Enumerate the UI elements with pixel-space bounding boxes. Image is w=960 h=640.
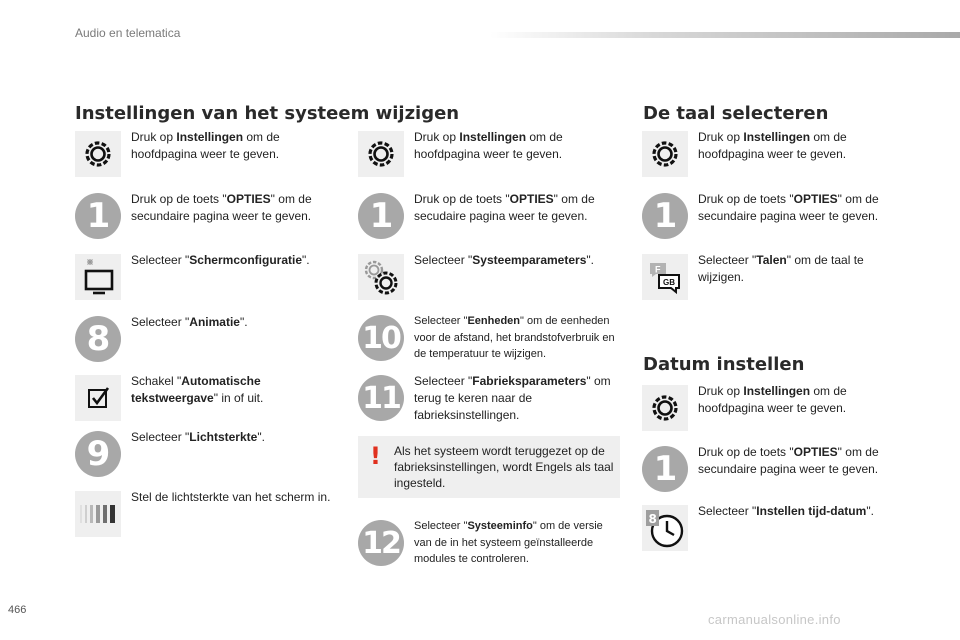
- section-title-datum: Datum instellen: [643, 354, 805, 375]
- step-text: Druk op de toets "OPTIES" om de secundaire pagina weer te geven.: [131, 192, 312, 223]
- warning-box: [358, 436, 620, 498]
- step-number-badge: 8: [75, 316, 121, 362]
- watermark: carmanualsonline.info: [708, 612, 841, 627]
- warning-icon: !: [370, 442, 381, 470]
- gear-icon: [358, 131, 404, 177]
- step-number-badge: 1: [75, 193, 121, 239]
- step-text: Druk op de toets "OPTIES" om de secundaire pagina weer te geven.: [698, 192, 879, 223]
- step-text: Druk op Instellingen om de hoofdpagina weer te geven.: [698, 130, 847, 161]
- checkbox-icon: [75, 375, 121, 421]
- step-number-badge: 1: [642, 446, 688, 492]
- step-text: Selecteer "Schermconfiguratie".: [131, 253, 310, 267]
- warning-text: Als het systeem wordt teruggezet op de fabrieksinstellingen, wordt Engels als taal ingesteld.: [394, 444, 614, 490]
- brightness-bars-icon: [75, 491, 121, 537]
- header-label: Audio en telematica: [75, 26, 181, 40]
- step-text: Selecteer "Systeeminfo" om de versie van de in het systeem geïnstalleerde modules te controleren.: [414, 520, 603, 565]
- step-number-badge: 10: [358, 315, 404, 361]
- step-text: Schakel "Automatische tekstweergave" in of uit.: [131, 374, 264, 405]
- language-icon-gb: GB: [663, 278, 675, 287]
- step-text: Selecteer "Talen" om de taal te wijzigen.: [698, 253, 864, 284]
- step-number-badge: 11: [358, 375, 404, 421]
- system-gears-icon: [358, 254, 404, 300]
- step-text: Selecteer "Fabrieksparameters" om terug te keren naar de fabrieksinstellingen.: [414, 374, 611, 422]
- language-icon: [642, 254, 688, 300]
- step-text: Druk op de toets "OPTIES" om de secundaire pagina weer te geven.: [698, 445, 879, 476]
- step-number-badge: 1: [358, 193, 404, 239]
- step-text: Selecteer "Animatie".: [131, 315, 248, 329]
- clock-icon-digit: 8: [648, 512, 657, 526]
- screen-config-icon: [75, 254, 121, 300]
- step-number-badge: 1: [642, 193, 688, 239]
- step-text: Druk op Instellingen om de hoofdpagina weer te geven.: [698, 384, 847, 415]
- header-bar: [490, 32, 960, 38]
- language-icon-f: F: [655, 264, 661, 275]
- step-text: Selecteer "Systeemparameters".: [414, 253, 594, 267]
- step-text: Druk op Instellingen om de hoofdpagina weer te geven.: [131, 130, 280, 161]
- step-text: Selecteer "Eenheden" om de eenheden voor de afstand, het brandstofverbruik en de temperatuur te wijzigen.: [414, 315, 615, 360]
- step-number-badge: 9: [75, 431, 121, 477]
- gear-icon: [75, 131, 121, 177]
- step-text: Stel de lichtsterkte van het scherm in.: [131, 490, 331, 504]
- step-text: Druk op de toets "OPTIES" om de secudaire pagina weer te geven.: [414, 192, 595, 223]
- section-title-taal: De taal selecteren: [643, 103, 829, 124]
- gear-icon: [642, 385, 688, 431]
- clock-icon: [642, 505, 688, 551]
- step-text: Selecteer "Lichtsterkte".: [131, 430, 265, 444]
- gear-icon: [642, 131, 688, 177]
- step-text: Selecteer "Instellen tijd-datum".: [698, 504, 874, 518]
- step-text: Druk op Instellingen om de hoofdpagina weer te geven.: [414, 130, 563, 161]
- step-number-badge: 12: [358, 520, 404, 566]
- page-number: 466: [8, 604, 27, 616]
- section-title-systeem: Instellingen van het systeem wijzigen: [75, 103, 460, 124]
